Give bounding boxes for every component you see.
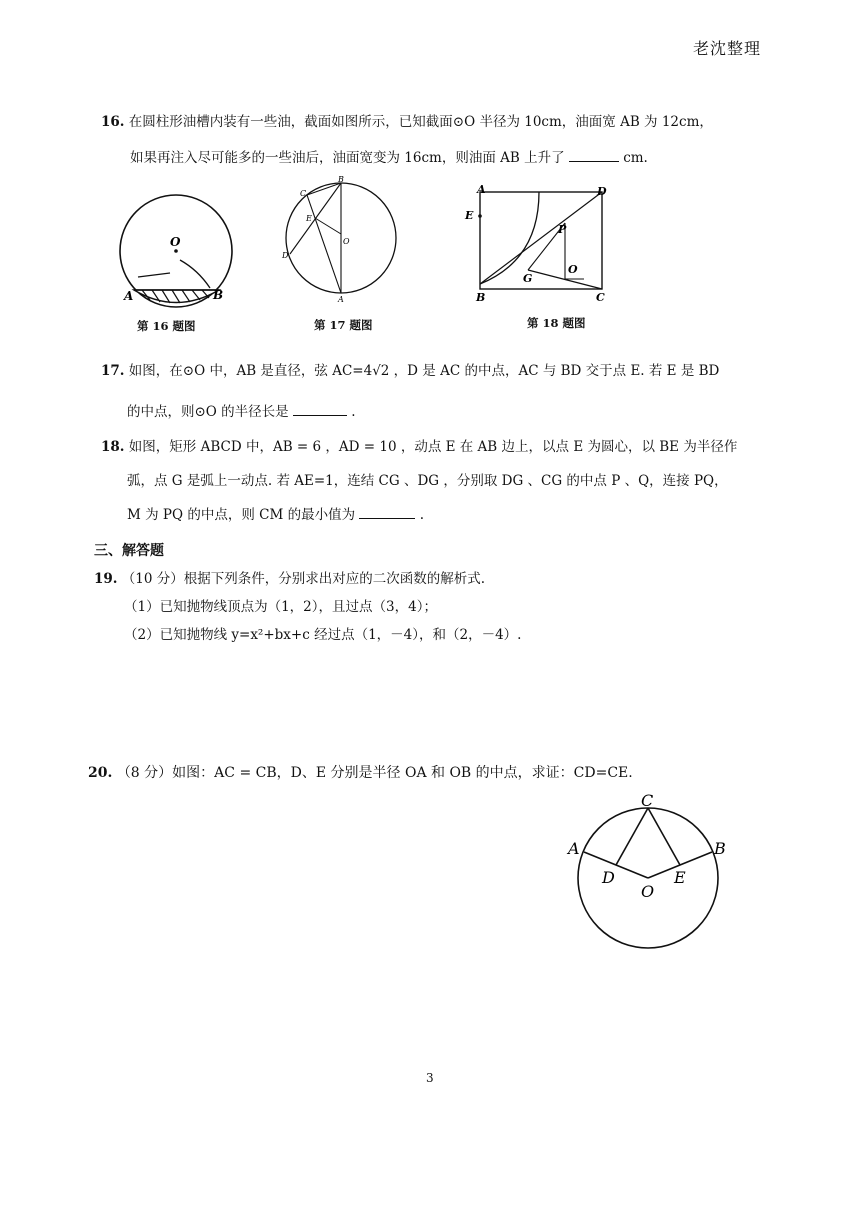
fig20-label-a: A (568, 839, 580, 858)
q16-unit: cm. (623, 150, 648, 166)
q17-period: . (351, 404, 356, 420)
q17-line1 (101, 359, 719, 379)
q17-answer-blank (293, 402, 347, 416)
q19-text-line1: （10 分）根据下列条件，分别求出对应的二次函数的解析式. (121, 571, 486, 587)
q16-line2 (130, 146, 648, 166)
q16-answer-blank (569, 148, 619, 162)
fig20-segment-cd (616, 808, 648, 865)
fig18-label-o: O (568, 263, 578, 276)
q18-text-line1: 如图，矩形 ABCD 中，AB = 6 ，AD = 10 ，动点 E 在 AB 边上，以点 E 为圆心，以 BE 为半径作 (128, 439, 738, 455)
figure-16-diagram (112, 190, 252, 315)
fig17-caption: 第 17 题图 (314, 318, 373, 332)
q19-line3 (124, 623, 521, 643)
q18-text-line2: 弧，点 G 是弧上一动点. 若 AE=1，连结 CG 、DG ，分别取 DG 、CG 的中点 P 、Q，连接 PQ， (127, 473, 728, 489)
fig16-radius-a (138, 273, 170, 277)
fig16-radius-b (180, 260, 210, 288)
fig18-label-e: E (465, 209, 474, 222)
fig16-label-b: B (213, 288, 224, 302)
q18-line3 (127, 503, 424, 523)
q20-text-line1: （8 分）如图：AC = CB，D、E 分别是半径 OA 和 OB 的中点，求证：CD=CE. (116, 765, 633, 781)
q18-period: . (419, 507, 424, 523)
section-3-title: 三、解答题 (94, 543, 164, 559)
fig18-label-c: C (596, 291, 605, 304)
fig17-label-b: B (338, 175, 344, 184)
q17-number: 17. (101, 363, 125, 379)
fig17-chord-ac (307, 195, 341, 293)
q17-line2 (127, 400, 356, 420)
q19-text-line2: （1）已知抛物线顶点为（1，2），且过点（3，4）； (124, 599, 437, 615)
fig18-label-p: P (558, 223, 567, 236)
fig18-label-g: G (523, 272, 533, 285)
q16-text-line1: 在圆柱形油槽内装有一些油，截面如图所示，已知截面⊙O 半径为 10cm，油面宽 AB 为 12cm， (128, 114, 713, 130)
fig17-label-o: O (343, 237, 350, 246)
fig16-caption: 第 16 题图 (137, 319, 196, 333)
q16-line1 (101, 110, 713, 130)
q18-number: 18. (101, 439, 125, 455)
fig16-label-o: O (170, 235, 181, 249)
figure-20-diagram (562, 790, 742, 955)
q19-line1 (94, 567, 485, 587)
fig20-label-b: B (714, 839, 726, 858)
figure-18-diagram (458, 180, 623, 305)
q18-line2 (127, 469, 728, 489)
fig17-label-e: E (306, 214, 312, 223)
fig20-label-e: E (674, 868, 686, 887)
fig20-label-d: D (602, 868, 615, 887)
q19-number: 19. (94, 571, 118, 587)
fig18-label-d: D (597, 185, 607, 198)
q19-line2 (124, 595, 437, 615)
fig16-center-point (174, 249, 178, 253)
q16-number: 16. (101, 114, 125, 130)
fig16-label-a: A (124, 289, 134, 303)
q20-line1 (88, 762, 633, 782)
q17-text-line2: 的中点，则⊙O 的半径长是 (127, 404, 289, 420)
fig17-label-c: C (300, 189, 307, 198)
q16-text-line2: 如果再注入尽可能多的一些油后，油面宽变为 16cm，则油面 AB 上升了 (130, 150, 565, 166)
q18-text-line3: M 为 PQ 的中点，则 CM 的最小值为 (127, 507, 356, 523)
fig17-label-d: D (282, 251, 289, 260)
q18-answer-blank (359, 505, 415, 519)
fig20-segment-ce (648, 808, 680, 865)
fig20-label-c: C (641, 791, 654, 810)
fig20-label-o: O (641, 882, 655, 901)
fig18-point-e (478, 214, 482, 218)
fig17-label-a: A (338, 295, 344, 304)
page-number: 3 (426, 1071, 434, 1085)
fig18-line-dg (480, 192, 602, 284)
page-header: 老沈整理 (693, 39, 762, 58)
figure-17-diagram (278, 174, 408, 304)
fig17-segment-cb (307, 183, 341, 195)
q18-line1 (101, 435, 737, 455)
fig18-label-a: A (477, 183, 486, 196)
fig17-segment-eo (315, 218, 341, 234)
fig18-label-b: B (476, 291, 486, 304)
fig18-caption: 第 18 题图 (527, 316, 586, 330)
q17-text-line1: 如图，在⊙O 中，AB 是直径，弦 AC=4√2 ，D 是 AC 的中点，AC 与 BD 交于点 E. 若 E 是 BD (128, 363, 720, 379)
q20-number: 20. (88, 765, 113, 781)
q19-text-line3: （2）已知抛物线 y=x²+bx+c 经过点（1，－4），和（2，－4）. (124, 627, 522, 643)
